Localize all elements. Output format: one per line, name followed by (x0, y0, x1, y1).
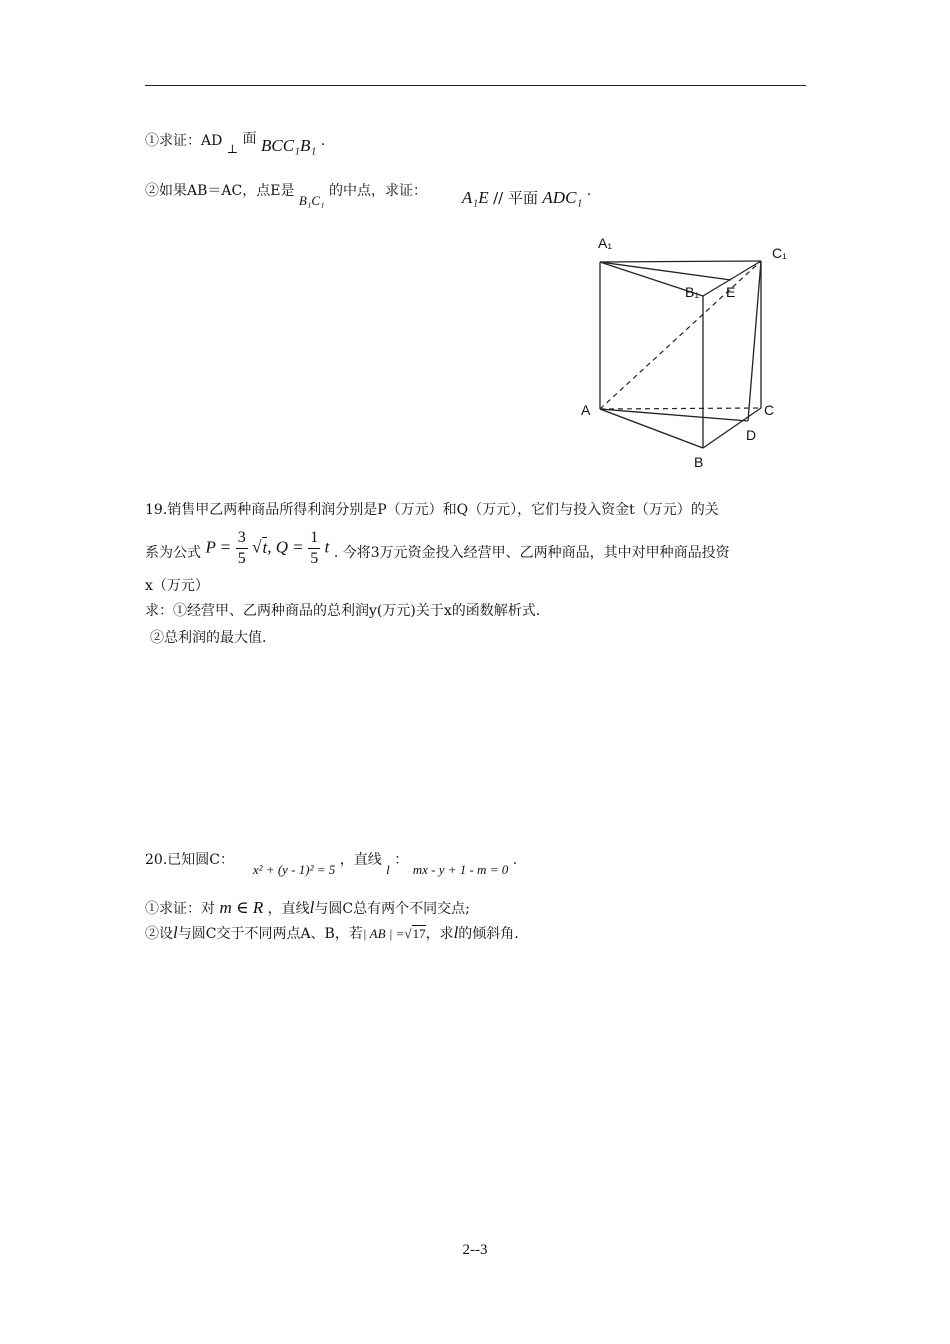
q20-part1 (145, 898, 470, 919)
q20-part1-suffix: ，直线 (267, 901, 310, 917)
segment-ac1-hidden (600, 261, 761, 409)
label-c: C (764, 402, 775, 418)
formula-p: P = (205, 537, 232, 557)
edge-ab (600, 409, 703, 448)
q20-part1-prefix: ①求证：对 (145, 901, 215, 917)
sqrt-arg: t (262, 537, 268, 557)
q18-part1-period: . (320, 133, 326, 149)
prism-figure (578, 228, 808, 478)
line-equation: mx - y + 1 - m = 0 (412, 862, 509, 877)
fraction-1-5 (308, 528, 320, 569)
circle-equation: x² + (y - 1)² = 5 (252, 862, 336, 877)
sqrt-symbol: √ (252, 537, 262, 557)
parallel-plane-text: // 平面 (493, 189, 538, 207)
label-b: B (694, 454, 704, 470)
segment-ad (600, 409, 748, 421)
q19-line2 (145, 528, 730, 572)
q20-part2-mid: 与圆C交于不同两点A、B，若 (177, 926, 363, 942)
frac1-num: 3 (236, 528, 248, 549)
sqrt17-symbol: √ (404, 926, 412, 941)
m-in-r: m ∈ R (219, 898, 264, 917)
q20-colon: ： (394, 852, 409, 868)
frac1-den: 5 (237, 550, 246, 567)
l-var-part2b: l (453, 923, 459, 942)
ab-length: | AB | = (362, 926, 405, 941)
edge-ac-hidden (600, 408, 761, 409)
label-e: E (726, 284, 736, 300)
t-var: t (324, 537, 330, 557)
q20-line1 (145, 850, 517, 880)
q20-prefix: 20.已知圆C： (145, 852, 234, 868)
line-a1e: A₁E (461, 188, 489, 207)
label-b1: B₁ (685, 284, 700, 300)
q20-part2-end: 的倾斜角. (458, 926, 519, 942)
segment-a1e (600, 262, 731, 280)
plane-adc1: ADC₁ (542, 188, 583, 207)
q20-mid: ，直线 (339, 852, 382, 868)
q18-part2 (145, 180, 592, 208)
q19-line1: 19.销售甲乙两种商品所得利润分别是P（万元）和Q（万元），它们与投入资金t（万元）的关 (145, 502, 719, 518)
q18-part1-mid: 面 (242, 131, 257, 147)
frac2-den: 5 (310, 550, 319, 567)
q19-line2-prefix: 系为公式 (145, 544, 201, 561)
q19-line4: 求：①经营甲、乙两种商品的总利润y(万元)关于x的函数解析式. (145, 603, 541, 619)
q20-part2 (145, 923, 519, 944)
segment-c1d (748, 261, 761, 421)
label-a: A (581, 402, 591, 418)
formula-q: , Q = (267, 537, 304, 557)
q20-part2-tail: ，求 (425, 926, 454, 942)
header-rule (145, 85, 806, 86)
q18-part1 (145, 130, 326, 156)
l-var-part1: l (309, 898, 315, 917)
q18-part2-period: . (586, 183, 592, 199)
q20-part1-end: 与圆C总有两个不同交点; (314, 901, 470, 917)
q18-part2-prefix: ②如果AB＝AC，点E是 (145, 183, 295, 199)
q19-line5: ②总利润的最大值. (150, 630, 267, 646)
q18-part2-mid: 的中点，求证： (329, 183, 428, 199)
page-number: 2--3 (462, 1242, 488, 1258)
plane-bcc1b1: BCC₁B₁ (261, 136, 317, 155)
edge-a1c1 (600, 261, 761, 262)
sqrt17-arg: 17 (412, 926, 426, 941)
q20-part2-prefix: ②设 (145, 926, 173, 942)
label-a1: A₁ (598, 235, 613, 251)
label-d: D (746, 427, 757, 443)
label-c1: C₁ (772, 245, 787, 261)
fraction-3-5 (236, 528, 248, 569)
l-var: l (386, 862, 390, 877)
q18-part1-prefix: ①求证：AD (145, 133, 223, 149)
perp-symbol: ⊥ (226, 142, 239, 156)
q20-period: . (512, 852, 518, 868)
frac2-num: 1 (308, 528, 320, 549)
l-var-part2: l (173, 923, 178, 942)
segment-b1c1: B₁C₁ (298, 193, 325, 208)
q19-line2-suffix: . 今将3万元资金投入经营甲、乙两种商品，其中对甲种商品投资 (333, 544, 730, 561)
q19-line3: x（万元） (145, 578, 209, 594)
